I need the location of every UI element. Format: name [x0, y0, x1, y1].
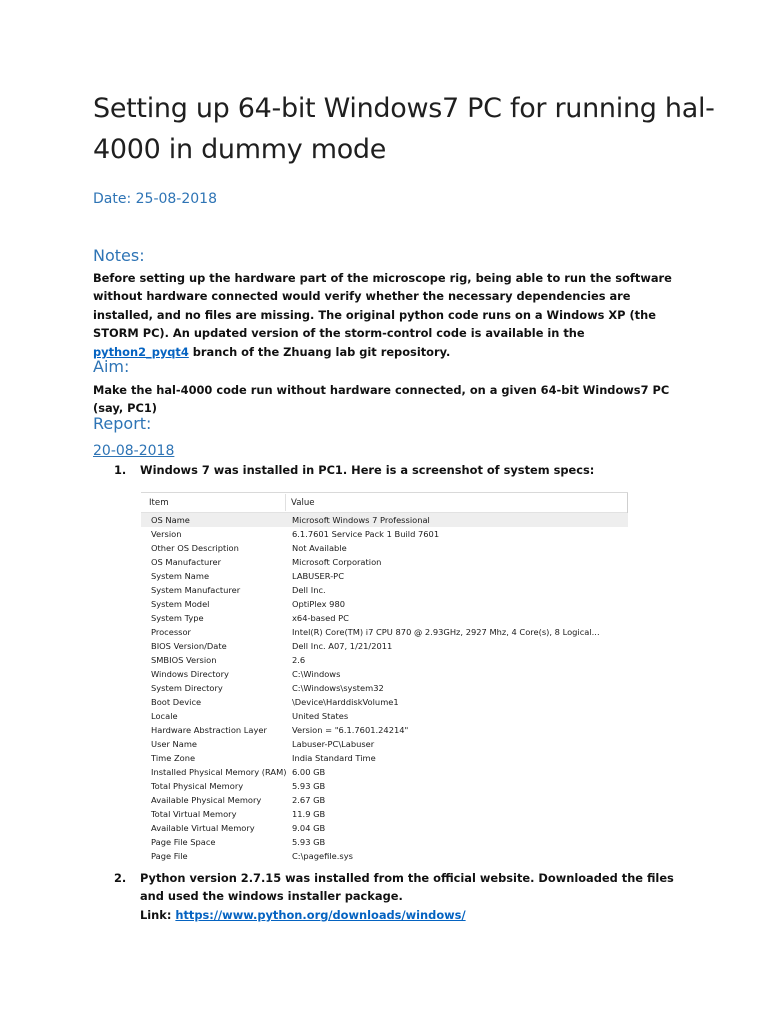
system-info-row: [141, 737, 628, 751]
system-info-row: [141, 793, 628, 807]
system-info-item: Total Physical Memory: [151, 781, 244, 791]
system-info-value: x64-based PC: [292, 613, 349, 623]
system-info-row: [141, 849, 628, 863]
system-info-value: 2.67 GB: [292, 795, 326, 805]
system-info-row: [141, 765, 628, 779]
aim-paragraph: Make the hal-4000 code run without hardware connected, on a given 64-bit Windows7 PC (say, PC1): [93, 383, 670, 416]
system-info-item: Available Physical Memory: [151, 795, 262, 805]
system-info-row: [141, 527, 628, 541]
system-info-row: [141, 751, 628, 765]
report-date: 20-08-2018: [93, 443, 175, 459]
python-downloads-link[interactable]: https://www.python.org/downloads/windows/: [175, 907, 466, 922]
system-info-row: [141, 597, 628, 611]
system-info-item: Page File: [151, 851, 188, 861]
system-info-row: [141, 569, 628, 583]
system-info-value: 11.9 GB: [292, 809, 326, 819]
system-info-row: [141, 835, 628, 849]
system-info-value: 5.93 GB: [292, 837, 326, 847]
system-info-rows: [141, 513, 628, 863]
system-info-row: [141, 653, 628, 667]
system-info-item: Page File Space: [151, 837, 216, 847]
system-info-item: OS Manufacturer: [151, 557, 222, 567]
system-info-item: System Directory: [151, 683, 223, 693]
system-info-value: LABUSER-PC: [292, 571, 344, 581]
system-info-item: Installed Physical Memory (RAM): [151, 767, 287, 777]
header-edge: [627, 493, 628, 513]
system-info-item: Available Virtual Memory: [151, 823, 255, 833]
step-number: 1.: [114, 463, 127, 477]
step-number: 2.: [114, 871, 127, 885]
system-info-item: BIOS Version/Date: [151, 641, 227, 651]
system-info-value: United States: [292, 711, 349, 721]
column-header-item: Item: [149, 498, 169, 508]
system-info-row: [141, 821, 628, 835]
system-info-item: Other OS Description: [151, 543, 239, 553]
system-info-row: [141, 807, 628, 821]
column-divider: [285, 494, 286, 511]
notes-heading: Notes:: [93, 246, 145, 265]
system-info-row: [141, 681, 628, 695]
system-info-row: [141, 723, 628, 737]
system-info-value: 2.6: [292, 655, 306, 665]
system-info-item: System Name: [151, 571, 210, 581]
system-info-value: 9.04 GB: [292, 823, 326, 833]
system-info-value: C:\Windows: [292, 669, 341, 679]
notes-text-after-link: branch of the Zhuang lab git repository.: [188, 344, 451, 359]
system-info-item: Processor: [151, 627, 191, 637]
system-info-item: Boot Device: [151, 697, 202, 707]
step-text: Python version 2.7.15 was installed from the official website. Downloaded the files and used the windows installer package.: [140, 871, 674, 904]
step-body: [140, 869, 685, 924]
system-info-value: 5.93 GB: [292, 781, 326, 791]
system-info-value: Dell Inc.: [292, 585, 326, 595]
system-info-item: System Manufacturer: [151, 585, 241, 595]
system-info-value: Microsoft Windows 7 Professional: [292, 515, 430, 525]
step-text: Windows 7 was installed in PC1. Here is a screenshot of system specs:: [140, 463, 595, 477]
python2-pyqt4-link[interactable]: python2_pyqt4: [93, 344, 189, 359]
system-info-item: Total Virtual Memory: [151, 809, 237, 819]
system-info-row: [141, 541, 628, 555]
system-info-value: Dell Inc. A07, 1/21/2011: [292, 641, 393, 651]
system-info-value: C:\Windows\system32: [292, 683, 384, 693]
column-header-value: Value: [291, 498, 315, 508]
system-info-value: Intel(R) Core(TM) i7 CPU 870 @ 2.93GHz, 2927 Mhz, 4 Core(s), 8 Logical...: [292, 627, 600, 637]
system-info-row: [141, 513, 628, 527]
system-info-item: Locale: [151, 711, 178, 721]
system-info-value: Not Available: [292, 543, 347, 553]
aim-heading: Aim:: [93, 357, 130, 376]
link-label: Link:: [140, 907, 176, 922]
system-info-value: Microsoft Corporation: [292, 557, 382, 567]
system-info-row: [141, 555, 628, 569]
system-info-item: OS Name: [151, 515, 190, 525]
system-info-value: \Device\HarddiskVolume1: [292, 697, 399, 707]
system-info-item: System Model: [151, 599, 210, 609]
system-info-value: 6.00 GB: [292, 767, 326, 777]
system-info-value: 6.1.7601 Service Pack 1 Build 7601: [292, 529, 440, 539]
notes-text-before-link: Before setting up the hardware part of the microscope rig, being able to run the software without hardware connected would verify whether the necessary dependencies are installed, and no files are missing. The original python code runs on a Windows XP (the STORM PC). An updated version of the storm-control code is available in the: [93, 271, 672, 341]
system-info-header: [141, 493, 628, 513]
system-info-value: Version = "6.1.7601.24214": [292, 725, 409, 735]
notes-paragraph: [93, 269, 683, 361]
system-info-item: System Type: [151, 613, 204, 623]
system-info-item: SMBIOS Version: [151, 655, 217, 665]
system-info-value: Labuser-PC\Labuser: [292, 739, 375, 749]
document-date: Date: 25-08-2018: [93, 191, 217, 207]
report-heading: Report:: [93, 414, 152, 433]
system-info-row: [141, 639, 628, 653]
system-info-item: User Name: [151, 739, 198, 749]
system-info-item: Hardware Abstraction Layer: [151, 725, 267, 735]
system-info-value: India Standard Time: [292, 753, 376, 763]
system-info-row: [141, 779, 628, 793]
system-info-value: OptiPlex 980: [292, 599, 346, 609]
system-info-item: Time Zone: [151, 753, 196, 763]
system-info-row: [141, 695, 628, 709]
system-info-screenshot: [141, 492, 628, 867]
system-info-item: Windows Directory: [151, 669, 229, 679]
system-info-row: [141, 709, 628, 723]
system-info-row: [141, 625, 628, 639]
system-info-row: [141, 667, 628, 681]
document-title: Setting up 64-bit Windows7 PC for running hal-4000 in dummy mode: [93, 93, 715, 165]
system-info-value: C:\pagefile.sys: [292, 851, 353, 861]
system-info-item: Version: [151, 529, 182, 539]
system-info-row: [141, 611, 628, 625]
system-info-row: [141, 583, 628, 597]
